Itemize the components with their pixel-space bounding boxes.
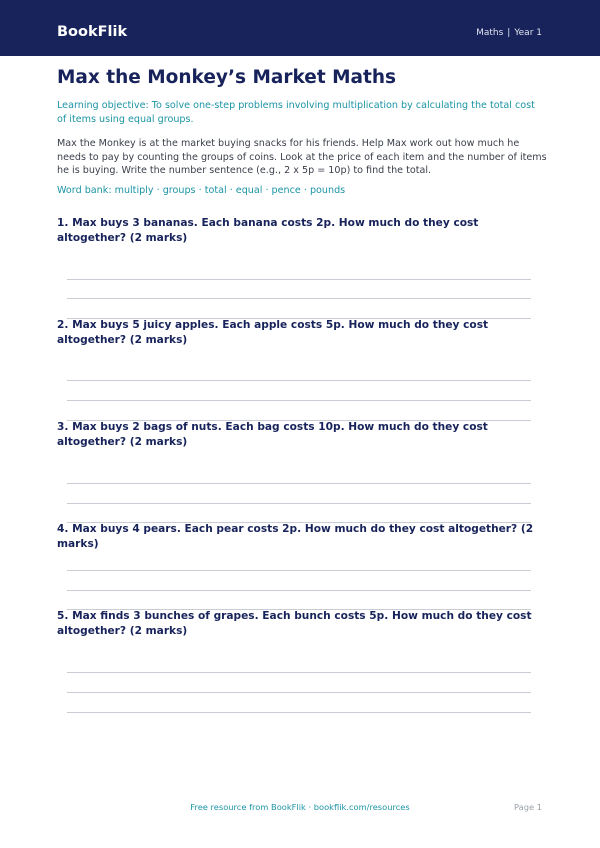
answer-line[interactable] bbox=[67, 570, 531, 571]
answer-line[interactable] bbox=[67, 590, 531, 591]
answer-line[interactable] bbox=[67, 712, 531, 713]
answer-line[interactable] bbox=[67, 298, 531, 299]
question-5 bbox=[57, 609, 547, 638]
subject-year-label bbox=[476, 27, 542, 39]
question-1 bbox=[57, 216, 547, 245]
question-4 bbox=[57, 522, 547, 551]
question-text: 2. Max buys 5 juicy apples. Each apple costs 5p. How much do they cost altogether? (2 marks) bbox=[57, 319, 489, 346]
subject-label: Maths bbox=[476, 28, 504, 38]
question-text: 1. Max buys 3 bananas. Each banana costs 2p. How much do they cost altogether? (2 marks) bbox=[57, 217, 479, 244]
question-2 bbox=[57, 318, 547, 347]
answer-line[interactable] bbox=[67, 279, 531, 280]
meta-separator: | bbox=[507, 28, 511, 38]
learning-objective: Learning objective: To solve one-step problems involving multiplication by calculating the total cost of items using equal groups. bbox=[57, 100, 535, 125]
question-text: 3. Max buys 2 bags of nuts. Each bag costs 10p. How much do they cost altogether? (2 marks) bbox=[57, 421, 488, 448]
question-3 bbox=[57, 420, 547, 449]
answer-line[interactable] bbox=[67, 380, 531, 381]
page-title: Max the Monkey’s Market Maths bbox=[57, 67, 397, 88]
answer-line[interactable] bbox=[67, 692, 531, 693]
footer-source: Free resource from BookFlik · bookflik.com/resources bbox=[190, 802, 410, 812]
question-text: 5. Max finds 3 bunches of grapes. Each bunch costs 5p. How much do they cost altogether? (2 marks) bbox=[57, 610, 532, 637]
page-number: Page 1 bbox=[513, 802, 542, 812]
answer-line[interactable] bbox=[67, 672, 531, 673]
word-bank: Word bank: multiply · groups · total · equal · pence · pounds bbox=[57, 185, 346, 196]
intro-paragraph: Max the Monkey is at the market buying snacks for his friends. Help Max work out how much he needs to pay by counting the groups of coins. Look at the price of each item and the number of items he is buying. Write the number sentence (e.g., 2 x 5p = 10p) to find the total. bbox=[57, 138, 547, 176]
page-header bbox=[0, 0, 600, 56]
answer-line[interactable] bbox=[67, 483, 531, 484]
brand-logo-text: BookFlik bbox=[57, 24, 128, 40]
answer-line[interactable] bbox=[67, 503, 531, 504]
answer-line[interactable] bbox=[67, 400, 531, 401]
year-label: Year 1 bbox=[514, 28, 542, 38]
question-text: 4. Max buys 4 pears. Each pear costs 2p. How much do they cost altogether? (2 marks) bbox=[57, 523, 534, 550]
